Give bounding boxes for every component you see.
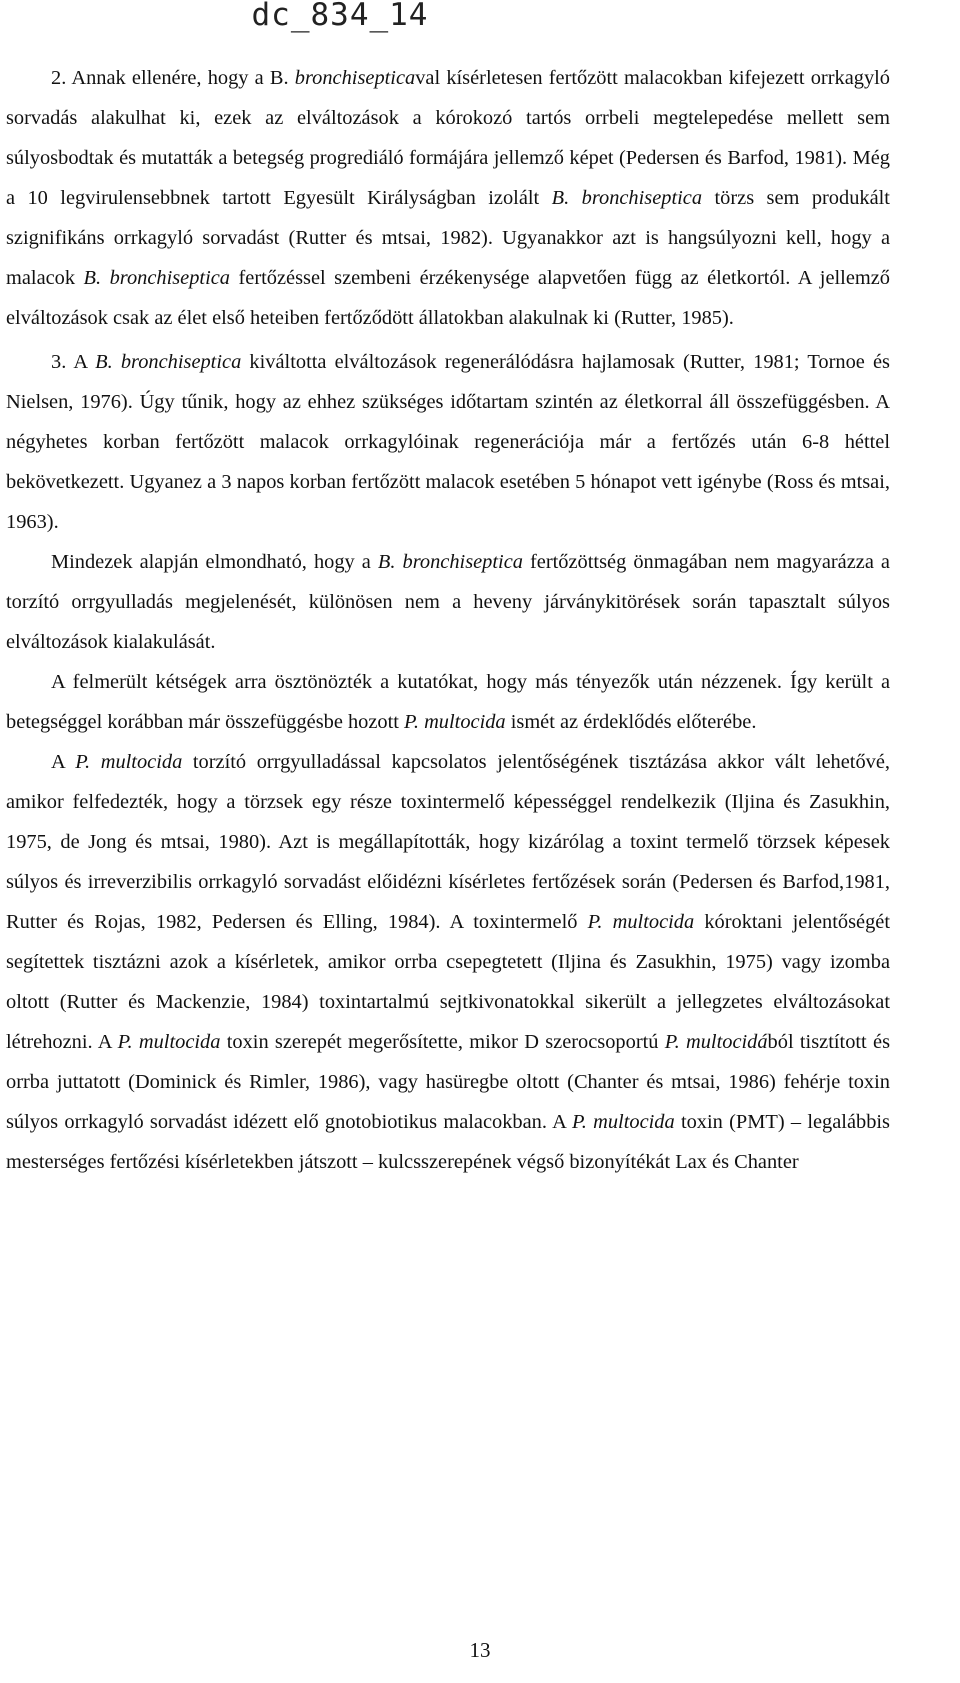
species-name: P. multocida <box>587 911 695 933</box>
species-name: B. bronchiseptica <box>95 351 242 373</box>
text-run: fertőzöttség önmagában nem magyarázza a torzító orrgyulladás megjelenését, különösen nem a heveny járványkitörések során tapasztalt súlyos elváltozások kialakulását. <box>6 551 890 653</box>
document-id-header: dc_834_14 <box>251 0 429 33</box>
paragraph-p-multocida <box>6 742 890 1182</box>
body-text <box>6 58 890 1182</box>
species-name: P. multocida <box>404 711 506 733</box>
text-run: toxin szerepét megerősítette, mikor D szerocsoportú <box>220 1031 665 1053</box>
species-name: P. multocida <box>75 751 183 773</box>
species-name: P. multocida <box>117 1031 221 1053</box>
text-run: ismét az érdeklődés előterébe. <box>505 711 757 733</box>
paragraph-point-2 <box>6 58 890 338</box>
species-name: bronchiseptica <box>294 67 416 89</box>
text-run: Mindezek alapján elmondható, hogy a <box>51 551 378 573</box>
text-run: 3. A <box>51 351 96 373</box>
paragraph-point-3 <box>6 342 890 542</box>
species-name: P. multocida <box>571 1111 675 1133</box>
text-run: kóroktani jelentőségét segítettek tisztázni azok a kísérletek, amikor orrba csepegtetett (Iljina és Zasukhin, 1975) vagy izomba oltott (Rutter és Mackenzie, 1984) toxintartalmú sejtkivonatokkal sikerült a jellegzetes elváltozásokat létrehozni. A <box>6 911 890 1053</box>
paragraph-conclusion <box>6 542 890 662</box>
text-run: toxin (PMT) – legalábbis mesterséges fertőzési kísérletekben játszott – kulcsszerepének végső bizonyítékát Lax és Chanter <box>6 1111 890 1173</box>
text-run: kiváltotta elváltozások regenerálódásra hajlamosak (Rutter, 1981; Tornoe és Nielsen, 1976). Úgy tűnik, hogy az ehhez szükséges időtartam szintén az életkorral áll összefüggésben. A négyhetes korban fertőzött malacok orrkagylóinak regenerációja már a fertőzés után 6-8 héttel bekövetkezett. Ugyanez a 3 napos korban fertőzött malacok esetében 5 hónapot vett igénybe (Ross és mtsai, 1963). <box>6 351 890 533</box>
text-run: A <box>51 751 76 773</box>
text-run: torzító orrgyulladással kapcsolatos jelentőségének tisztázása akkor vált lehetővé, amikor felfedezték, hogy a törzsek egy része toxintermelő képességgel rendelkezik (Iljina és Zasukhin, 1975, de Jong és mtsai, 1980). Azt is megállapították, hogy kizárólag a toxint termelő törzsek képesek súlyos és irreverzibilis orrkagyló sorvadást előidézni kísérletes fertőzések során (Pedersen és Barfod,1981, Rutter és Rojas, 1982, Pedersen és Elling, 1984). A toxintermelő <box>6 751 891 933</box>
text-run: törzs sem produkált szignifikáns orrkagyló sorvadást (Rutter és mtsai, 1982). Ugyanakkor azt is hangsúlyozni kell, hogy a malacok <box>6 187 890 289</box>
text-run: fertőzéssel szembeni érzékenysége alapvetően függ az életkortól. A jellemző elváltozások csak az élet első heteiben fertőződött állatokban alakulnak ki (Rutter, 1985). <box>6 267 890 329</box>
species-name: P. multocidá <box>664 1031 768 1053</box>
text-run: val kísérletesen fertőzött malacokban kifejezett orrkagyló sorvadás alakulhat ki, ezek az elváltozások a kórokozó tartós orrbeli megtelepedése mellett sem súlyosbodtak és mutatták a betegség progrediáló formájára jellemző képet (Pedersen és Barfod, 1981). Még a 10 legvirulensebbnek tartott Egyesült Királyságban izolált <box>6 67 890 209</box>
species-name: B. bronchiseptica <box>551 187 703 209</box>
page-number: 13 <box>469 1638 491 1662</box>
species-name: B. bronchiseptica <box>377 551 523 573</box>
text-run: ból tisztított és orrba juttatott (Dominick és Rimler, 1986), vagy hasüregbe oltott (Chanter és mtsai, 1986) fehérje toxin súlyos orrkagyló sorvadást idézett elő gnotobiotikus malacokban. A <box>6 1031 891 1133</box>
paragraph-doubts <box>6 662 890 742</box>
text-run: A felmerült kétségek arra ösztönözték a kutatókat, hogy más tényezők után nézzenek. Így került a betegséggel korábban már összefüggésbe hozott <box>6 671 890 733</box>
species-name: B. bronchiseptica <box>83 267 231 289</box>
text-run: 2. Annak ellenére, hogy a B. <box>51 67 295 89</box>
